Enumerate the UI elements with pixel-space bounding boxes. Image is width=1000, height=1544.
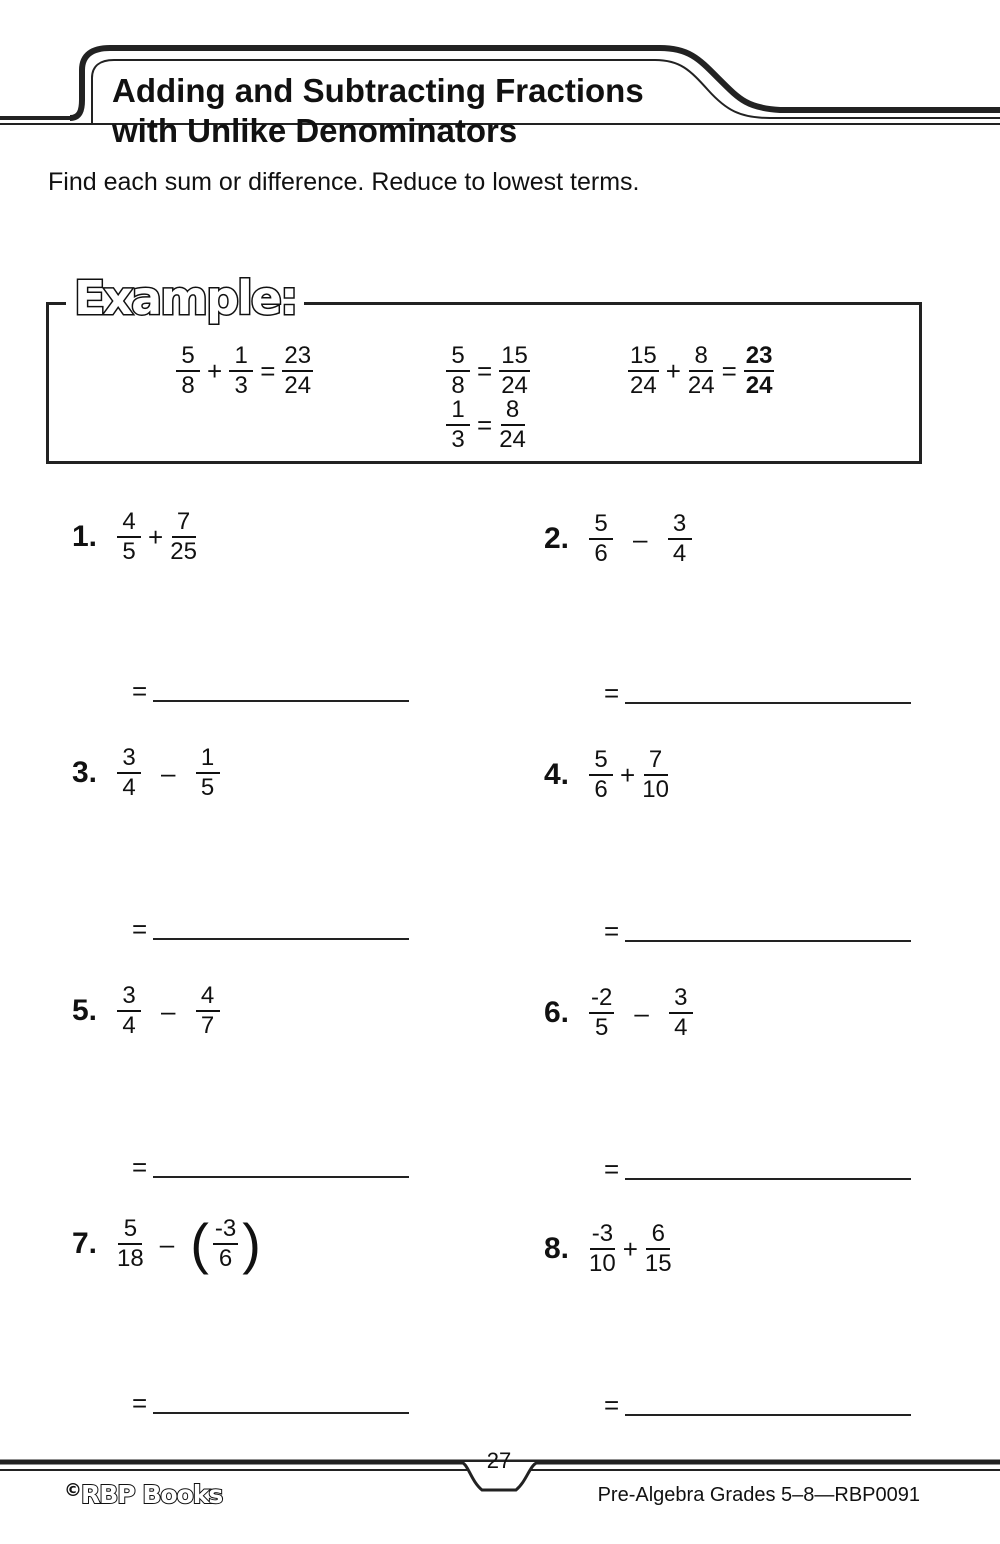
fraction: $\frac{15}{24}$ [630, 342, 657, 399]
example-step-1: $\frac{5}{8}$ + $\frac{1}{3}$ = $\frac{23}{24}$ [174, 344, 315, 398]
fraction: $\frac{1}{3}$ [446, 398, 470, 452]
answer-blank-4[interactable]: = [604, 920, 911, 942]
problem-number: 5. [72, 994, 98, 1027]
fraction: $\frac{5}{6}$ [589, 512, 613, 566]
fraction: $\frac{15}{24}$ [501, 342, 528, 399]
fraction: $\frac{5}{6}$ [589, 748, 613, 802]
fraction: $\frac{1}{5}$ [196, 746, 220, 800]
fraction: $\frac{-3}{10}$ [589, 1220, 616, 1277]
answer-blank-5[interactable]: = [132, 1156, 409, 1178]
answer-blank-3[interactable]: = [132, 918, 409, 940]
answer-blank-8[interactable]: = [604, 1394, 911, 1416]
problem-5: 5. $\frac{3}{4}$ – $\frac{4}{7}$ [72, 984, 222, 1038]
fraction: $\frac{5}{18}$ [117, 1215, 144, 1272]
problem-1: 1. $\frac{4}{5}$ + $\frac{7}{25}$ [72, 508, 197, 565]
example-step-2: $\frac{5}{8}$ = $\frac{15}{24}$ [444, 344, 532, 398]
page-title-line-1: Adding and Subtracting Fractions [112, 72, 644, 109]
product-code: Pre-Algebra Grades 5–8—RBP0091 [597, 1484, 920, 1506]
fraction: $\frac{5}{8}$ [446, 344, 470, 398]
example-step-4: $\frac{15}{24}$ + $\frac{8}{24}$ = $\frac{23}{24}$ [630, 342, 773, 399]
publisher-name: RBP Books [81, 1480, 223, 1509]
example-label: Example: [66, 270, 304, 326]
answer-blank-2[interactable]: = [604, 682, 911, 704]
problem-6: 6. $\frac{-2}{5}$ – $\frac{3}{4}$ [544, 986, 695, 1040]
problem-number: 2. [544, 522, 570, 555]
problem-number: 4. [544, 758, 570, 791]
problem-number: 3. [72, 756, 98, 789]
fraction: $\frac{23}{24}$ [284, 342, 312, 399]
page-title-line-2: with Unlike Denominators [112, 112, 518, 149]
fraction: $\frac{4}{7}$ [196, 984, 220, 1038]
fraction: $\frac{3}{4}$ [117, 984, 141, 1038]
problem-number: 6. [544, 996, 570, 1029]
fraction: $\frac{1}{3}$ [229, 344, 253, 398]
fraction: $\frac{8}{24}$ [687, 342, 715, 399]
problem-7: 7. $\frac{5}{18}$ – ( $\frac{-3}{6}$ ) [72, 1212, 261, 1275]
fraction: $\frac{7}{25}$ [170, 508, 197, 565]
problem-number: 1. [72, 520, 98, 553]
answer-blank-7[interactable]: = [132, 1392, 409, 1414]
problem-4: 4. $\frac{5}{6}$ + $\frac{7}{10}$ [544, 746, 669, 803]
answer-blank-1[interactable]: = [132, 680, 409, 702]
problem-8: 8. $\frac{-3}{10}$ + $\frac{6}{15}$ [544, 1220, 672, 1277]
fraction: $\frac{-2}{5}$ [591, 984, 613, 1041]
fraction: $\frac{5}{8}$ [176, 344, 200, 398]
instructions: Find each sum or difference. Reduce to lowest terms. [48, 168, 640, 196]
problem-number: 7. [72, 1227, 98, 1260]
publisher-logo [64, 1480, 222, 1509]
example-step-3: $\frac{1}{3}$ = $\frac{8}{24}$ [444, 398, 528, 452]
problem-3: 3. $\frac{3}{4}$ – $\frac{1}{5}$ [72, 746, 222, 800]
copyright-symbol: © [64, 1480, 81, 1501]
problem-number: 8. [544, 1232, 570, 1265]
problem-2: 2. $\frac{5}{6}$ – $\frac{3}{4}$ [544, 512, 694, 566]
page-number: 27 [486, 1448, 512, 1473]
fraction: $\frac{23}{24}$ [745, 342, 773, 399]
answer-blank-6[interactable]: = [604, 1158, 911, 1180]
fraction: $\frac{3}{4}$ [669, 986, 693, 1040]
fraction: $\frac{3}{4}$ [117, 746, 141, 800]
fraction: $\frac{6}{15}$ [644, 1220, 672, 1277]
fraction: $\frac{3}{4}$ [668, 512, 692, 566]
fraction: $\frac{7}{10}$ [642, 746, 669, 803]
fraction: $\frac{4}{5}$ [117, 510, 141, 564]
fraction: $\frac{8}{24}$ [499, 396, 526, 453]
fraction: $\frac{-3}{6}$ [214, 1215, 237, 1272]
